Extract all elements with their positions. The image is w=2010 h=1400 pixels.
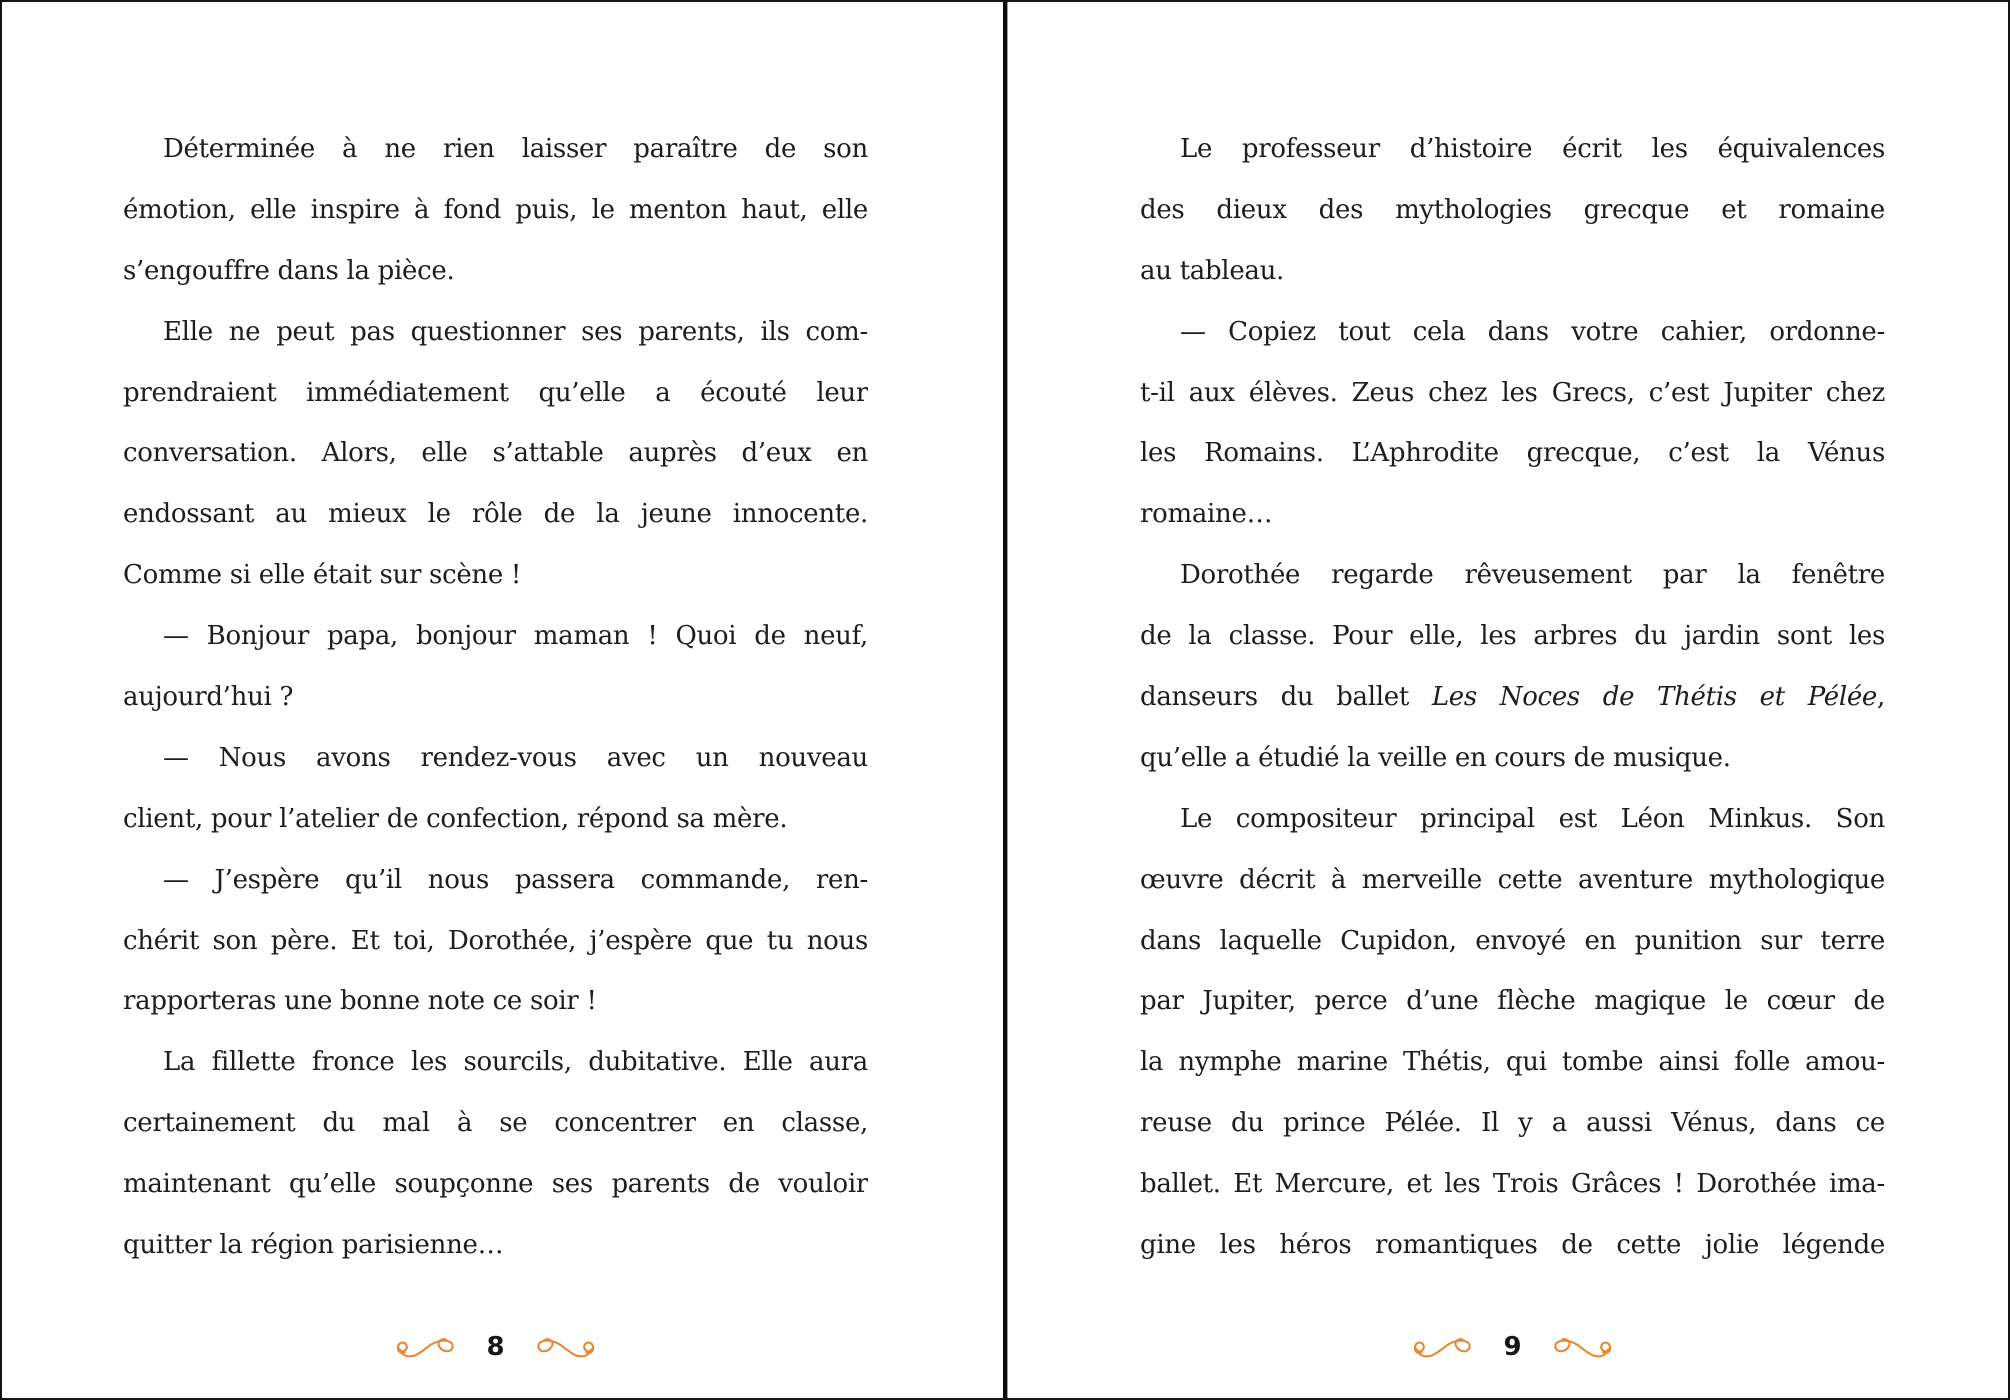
text-line xyxy=(1140,1154,1885,1215)
text-line xyxy=(1140,911,1885,972)
text-line xyxy=(123,1154,868,1215)
text-segment: aujourd’hui ? xyxy=(123,682,294,713)
page-left-footer xyxy=(123,1321,868,1373)
text-segment: — Copiez tout cela dans votre cahier, ordonne- xyxy=(1180,316,1885,347)
text-segment: quitter la région parisienne… xyxy=(123,1230,504,1261)
text-segment: chérit son père. Et toi, Dorothée, j’espère que tu nous xyxy=(123,925,868,956)
text-line xyxy=(1140,545,1885,606)
text-line xyxy=(1140,302,1885,363)
text-segment: romaine… xyxy=(1140,499,1273,530)
text-line xyxy=(123,971,868,1032)
page-right-text xyxy=(1140,119,1885,1276)
text-line xyxy=(123,545,868,606)
text-segment: par Jupiter, perce d’une flèche magique le cœur de xyxy=(1140,986,1885,1017)
text-segment: œuvre décrit à merveille cette aventure mythologique xyxy=(1140,864,1885,895)
text-line xyxy=(1140,423,1885,484)
flourish-left-icon xyxy=(392,1330,460,1364)
text-segment: les Romains. L’Aphrodite grecque, c’est la Vénus xyxy=(1140,438,1885,469)
text-line xyxy=(123,728,868,789)
text-line xyxy=(123,119,868,180)
text-line xyxy=(123,302,868,363)
text-segment: Comme si elle était sur scène ! xyxy=(123,560,522,591)
page-left-text xyxy=(123,119,868,1276)
text-line xyxy=(1140,1215,1885,1276)
text-line xyxy=(123,911,868,972)
text-segment: — J’espère qu’il nous passera commande, ren- xyxy=(163,864,868,895)
flourish-stroke xyxy=(1555,1339,1610,1356)
text-line xyxy=(1140,850,1885,911)
text-line xyxy=(123,789,868,850)
text-segment: La fillette fronce les sourcils, dubitative. Elle aura xyxy=(163,1047,868,1078)
text-line xyxy=(1140,1093,1885,1154)
page-number-left: 8 xyxy=(486,1332,505,1362)
text-segment: Déterminée à ne rien laisser paraître de son xyxy=(163,134,868,164)
text-segment: qu’elle a étudié la veille en cours de musique. xyxy=(1140,742,1731,773)
text-line xyxy=(1140,119,1885,180)
flourish-stroke xyxy=(1415,1339,1470,1356)
text-line xyxy=(1140,728,1885,789)
text-line xyxy=(1140,789,1885,850)
page-number-right: 9 xyxy=(1503,1332,1522,1362)
text-segment: danseurs du ballet xyxy=(1140,682,1432,713)
text-segment: de la classe. Pour elle, les arbres du jardin sont les xyxy=(1140,621,1885,652)
text-segment: client, pour l’atelier de confection, répond sa mère. xyxy=(123,803,788,834)
text-segment: — Nous avons rendez-vous avec un nouveau xyxy=(163,742,868,773)
text-segment: — Bonjour papa, bonjour maman ! Quoi de neuf, xyxy=(163,621,868,652)
flourish-right-icon xyxy=(1548,1330,1616,1364)
text-line xyxy=(123,667,868,728)
text-line xyxy=(123,1093,868,1154)
text-segment: rapporteras une bonne note ce soir ! xyxy=(123,986,597,1017)
text-segment: endossant au mieux le rôle de la jeune innocente. xyxy=(123,499,868,530)
text-segment: certainement du mal à se concentrer en classe, xyxy=(123,1108,868,1139)
text-segment: Elle ne peut pas questionner ses parents, ils com- xyxy=(163,316,868,347)
page-divider xyxy=(1003,0,1008,1400)
text-line xyxy=(1140,667,1885,728)
text-line xyxy=(1140,241,1885,302)
text-segment: Le compositeur principal est Léon Minkus. Son xyxy=(1180,803,1885,834)
text-line xyxy=(123,363,868,424)
text-segment: prendraient immédiatement qu’elle a écouté leur xyxy=(123,377,868,408)
text-line xyxy=(1140,363,1885,424)
text-line xyxy=(1140,484,1885,545)
text-segment: , xyxy=(1877,682,1885,713)
text-line xyxy=(123,423,868,484)
text-line xyxy=(123,241,868,302)
text-segment: ballet. Et Mercure, et les Trois Grâces ! Dorothée ima- xyxy=(1140,1169,1885,1200)
text-line xyxy=(123,180,868,241)
text-segment: la nymphe marine Thétis, qui tombe ainsi folle amou- xyxy=(1140,1047,1885,1078)
text-segment: Dorothée regarde rêveusement par la fenêtre xyxy=(1180,560,1885,591)
flourish-right-icon xyxy=(531,1330,599,1364)
page-right-footer xyxy=(1140,1321,1885,1373)
text-segment: maintenant qu’elle soupçonne ses parents de vouloir xyxy=(123,1169,868,1200)
text-segment: Le professeur d’histoire écrit les équivalences xyxy=(1180,134,1885,164)
text-line xyxy=(1140,971,1885,1032)
ballet-title-italic: Les Noces de Thétis et Pélée xyxy=(1431,682,1878,713)
text-line xyxy=(1140,180,1885,241)
text-line xyxy=(123,1032,868,1093)
text-line xyxy=(123,1215,868,1276)
text-segment: reuse du prince Pélée. Il y a aussi Vénus, dans ce xyxy=(1140,1108,1885,1139)
text-segment: des dieux des mythologies grecque et romaine xyxy=(1140,194,1885,225)
text-line xyxy=(123,850,868,911)
flourish-stroke xyxy=(398,1339,453,1356)
text-segment: émotion, elle inspire à fond puis, le menton haut, elle xyxy=(123,194,868,225)
text-segment: s’engouffre dans la pièce. xyxy=(123,255,455,286)
text-line xyxy=(1140,606,1885,667)
text-segment: t-il aux élèves. Zeus chez les Grecs, c’est Jupiter chez xyxy=(1140,377,1885,408)
text-segment: au tableau. xyxy=(1140,255,1285,286)
flourish-stroke xyxy=(538,1339,593,1356)
text-segment: conversation. Alors, elle s’attable auprès d’eux en xyxy=(123,438,868,469)
text-segment: dans laquelle Cupidon, envoyé en punition sur terre xyxy=(1140,925,1885,956)
text-line xyxy=(123,606,868,667)
text-line xyxy=(1140,1032,1885,1093)
text-segment: gine les héros romantiques de cette jolie légende xyxy=(1140,1230,1885,1261)
text-line xyxy=(123,484,868,545)
flourish-left-icon xyxy=(1409,1330,1477,1364)
